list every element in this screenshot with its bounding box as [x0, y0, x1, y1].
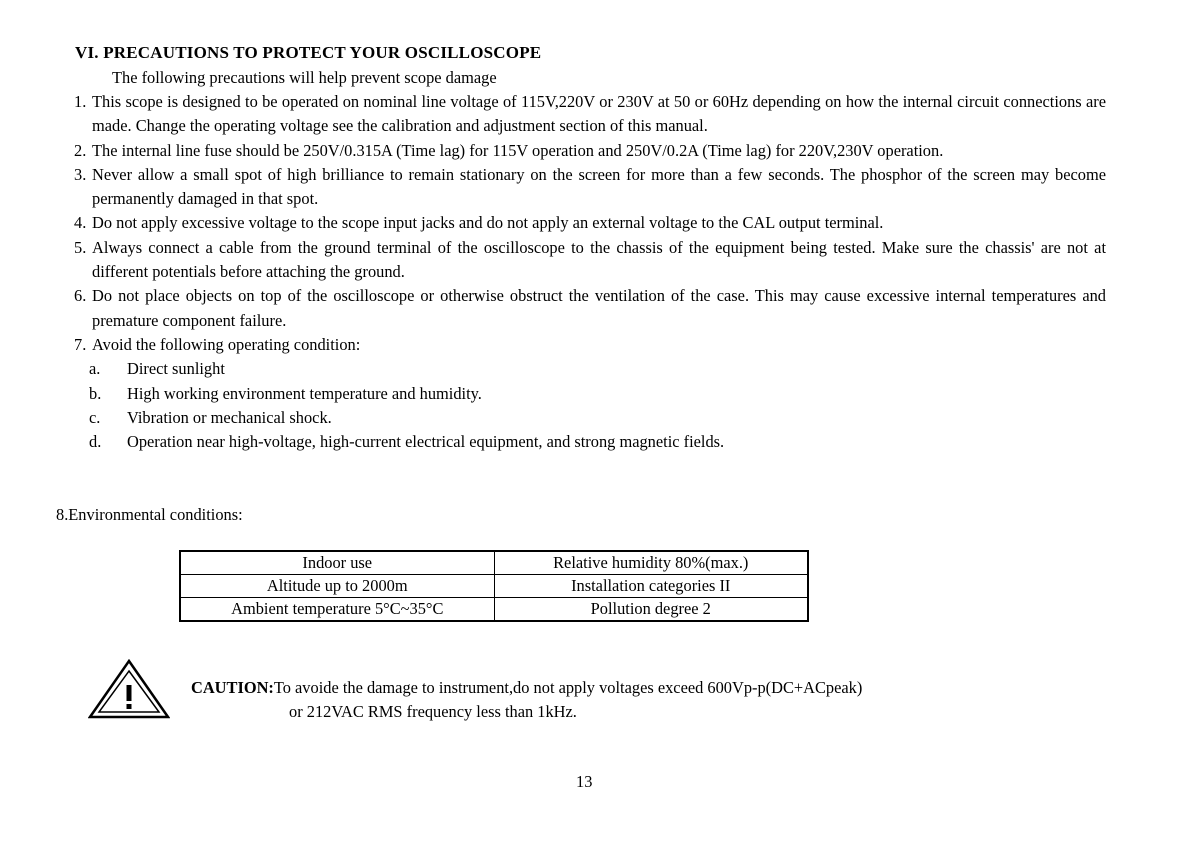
sub-item-letter: d. — [89, 432, 102, 452]
list-item — [74, 333, 1106, 357]
list-item — [74, 90, 1106, 139]
item-text: This scope is designed to be operated on nominal line voltage of 115V,220V or 230V at 50 or 60Hz depending on how the internal circuit connections are made. Change the operating voltage see the calibration and adjustment section of this manual. — [92, 92, 1106, 136]
table-cell: Ambient temperature 5°C~35°C — [180, 598, 494, 622]
list-item — [74, 163, 1106, 212]
list-item — [74, 211, 1106, 235]
sub-list-item — [74, 357, 1106, 381]
sub-item-letter: b. — [89, 383, 102, 403]
sub-item-text: High working environment temperature and humidity. — [127, 383, 482, 403]
sub-item-text: Direct sunlight — [127, 359, 225, 379]
caution-note — [191, 676, 862, 700]
precautions-list — [74, 90, 1106, 454]
sub-item-letter: a. — [89, 359, 101, 379]
table-cell: Indoor use — [180, 551, 494, 575]
item-text: Do not place objects on top of the oscilloscope or otherwise obstruct the ventilation of the case. This may cause excessive internal temperatures and premature component failure. — [92, 286, 1106, 330]
list-item — [74, 284, 1106, 333]
item-number: 6. — [74, 286, 87, 306]
table-row — [180, 598, 808, 622]
item-text: Do not apply excessive voltage to the scope input jacks and do not apply an external voltage to the CAL output terminal. — [92, 213, 884, 233]
page-number: 13 — [576, 772, 593, 791]
sub-list-item — [74, 430, 1106, 454]
caution-label: CAUTION: — [191, 678, 274, 697]
table-row — [180, 575, 808, 598]
table-cell: Installation categories II — [494, 575, 808, 598]
sub-list-item — [74, 382, 1106, 406]
item-text: Avoid the following operating condition: — [92, 334, 361, 354]
caution-text-continued: or 212VAC RMS frequency less than 1kHz. — [289, 702, 577, 721]
environmental-conditions-table — [179, 550, 809, 622]
item-text: Always connect a cable from the ground terminal of the oscilloscope to the chassis of the equipment being tested. Make sure the chassis' are not at different potentials before attaching the ground. — [92, 237, 1106, 282]
section-heading: VI. PRECAUTIONS TO PROTECT YOUR OSCILLOSCOPE — [75, 43, 542, 62]
item-text: The internal line fuse should be 250V/0.315A (Time lag) for 115V operation and 250V/0.2A (Time lag) for 220V,230V operation. — [92, 140, 944, 160]
intro-text: The following precautions will help prevent scope damage — [112, 68, 497, 87]
table-cell: Pollution degree 2 — [494, 598, 808, 622]
sub-list-item — [74, 406, 1106, 430]
table-cell: Altitude up to 2000m — [180, 575, 494, 598]
list-item — [74, 139, 1106, 163]
item-number: 4. — [74, 213, 87, 233]
caution-text: To avoide the damage to instrument,do not apply voltages exceed 600Vp-p(DC+ACpeak) — [273, 678, 863, 697]
item-number: 5. — [74, 237, 87, 257]
table-row — [180, 551, 808, 575]
sub-item-text: Operation near high-voltage, high-current electrical equipment, and strong magnetic fields. — [127, 432, 725, 452]
table-cell: Relative humidity 80%(max.) — [494, 551, 808, 575]
item-number: 3. — [74, 164, 87, 184]
item-number: 1. — [74, 92, 87, 111]
warning-triangle-icon — [88, 659, 170, 719]
sub-item-text: Vibration or mechanical shock. — [127, 407, 332, 427]
list-item — [74, 236, 1106, 285]
item-number: 2. — [74, 140, 87, 160]
environmental-conditions-label: 8.Environmental conditions: — [56, 505, 243, 524]
item-text: Never allow a small spot of high brilliance to remain stationary on the screen for more than a few seconds. The phosphor of the screen may become permanently damaged in that spot. — [92, 164, 1106, 209]
item-number: 7. — [74, 334, 87, 354]
sub-item-letter: c. — [89, 407, 101, 427]
